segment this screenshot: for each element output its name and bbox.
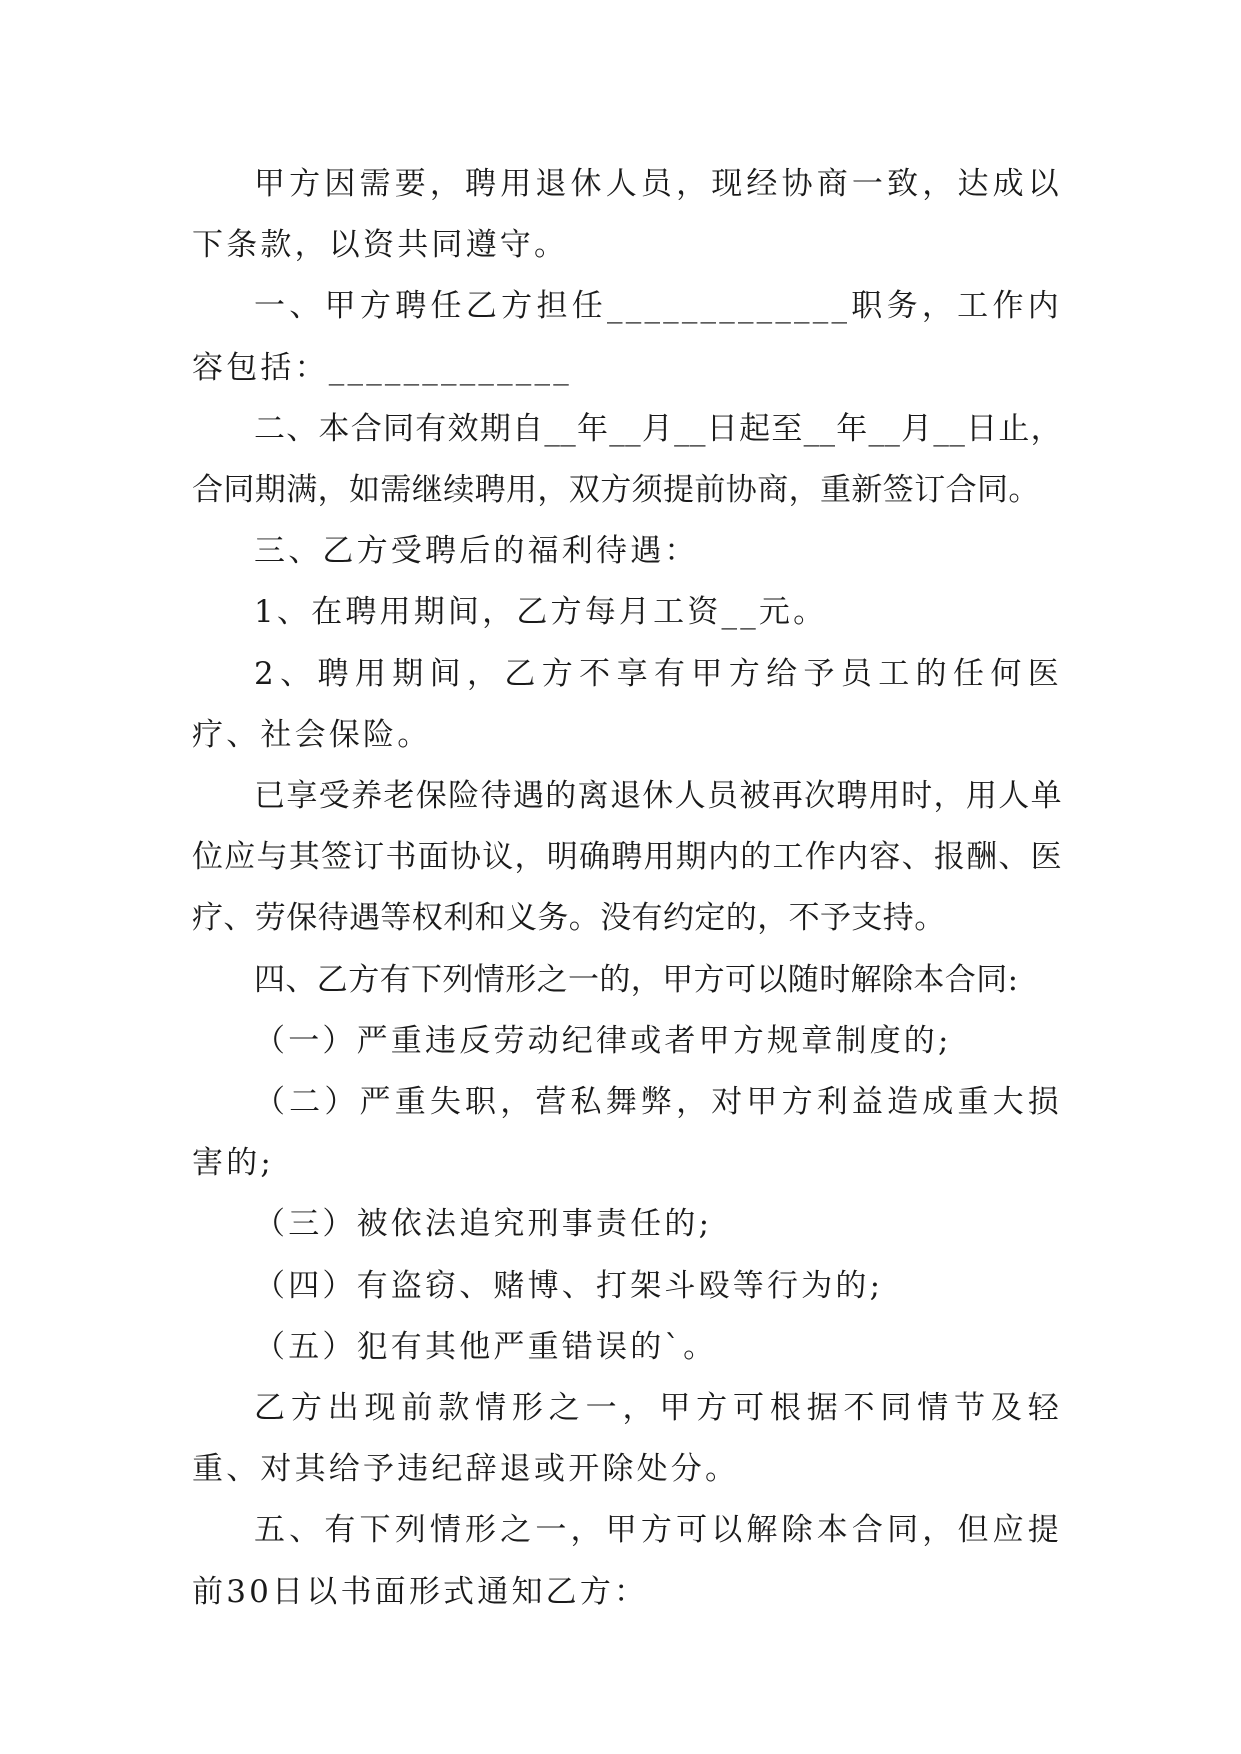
paragraph-clause-4-item-2: （二）严重失职，营私舞弊，对甲方利益造成重大损害的; bbox=[192, 1084, 1062, 1182]
paragraph-clause-4-item-3: （三）被依法追究刑事责任的; bbox=[254, 1206, 713, 1243]
paragraph-clause-4-item-5: （五）犯有其他严重错误的`。 bbox=[254, 1328, 718, 1365]
contract-body bbox=[192, 154, 1062, 1623]
paragraph-clause-3-item-2: 2、聘用期间，乙方不享有甲方给予员工的任何医疗、社会保险。 bbox=[192, 655, 1062, 753]
paragraph-clause-4-item-1: （一）严重违反劳动纪律或者甲方规章制度的; bbox=[254, 1022, 952, 1059]
paragraph-clause-1: 一、甲方聘任乙方担任_____________职务，工作内容包括：_____________ bbox=[192, 288, 1062, 386]
paragraph-note: 已享受养老保险待遇的离退休人员被再次聘用时，用人单位应与其签订书面协议，明确聘用期内的工作内容、报酬、医疗、劳保待遇等权利和义务。没有约定的，不予支持。 bbox=[192, 778, 1062, 937]
paragraph-disciplinary: 乙方出现前款情形之一，甲方可根据不同情节及轻重、对其给予违纪辞退或开除处分。 bbox=[192, 1390, 1062, 1488]
paragraph-clause-4: 四、乙方有下列情形之一的，甲方可以随时解除本合同: bbox=[254, 961, 1019, 998]
paragraph-clause-3: 三、乙方受聘后的福利待遇： bbox=[254, 533, 699, 570]
paragraph-clause-2: 二、本合同有效期自__年__月__日起至__年__月__日止，合同期满，如需继续聘用，双方须提前协商，重新签订合同。 bbox=[192, 410, 1062, 509]
paragraph-clause-4-item-4: （四）有盗窃、赌博、打架斗殴等行为的; bbox=[254, 1267, 884, 1304]
paragraph-clause-5: 五、有下列情形之一，甲方可以解除本合同，但应提前30日以书面形式通知乙方： bbox=[192, 1512, 1062, 1610]
paragraph-clause-3-item-1: 1、在聘用期间，乙方每月工资__元。 bbox=[254, 594, 828, 631]
paragraph-intro: 甲方因需要，聘用退休人员，现经协商一致，达成以下条款，以资共同遵守。 bbox=[192, 166, 1062, 264]
